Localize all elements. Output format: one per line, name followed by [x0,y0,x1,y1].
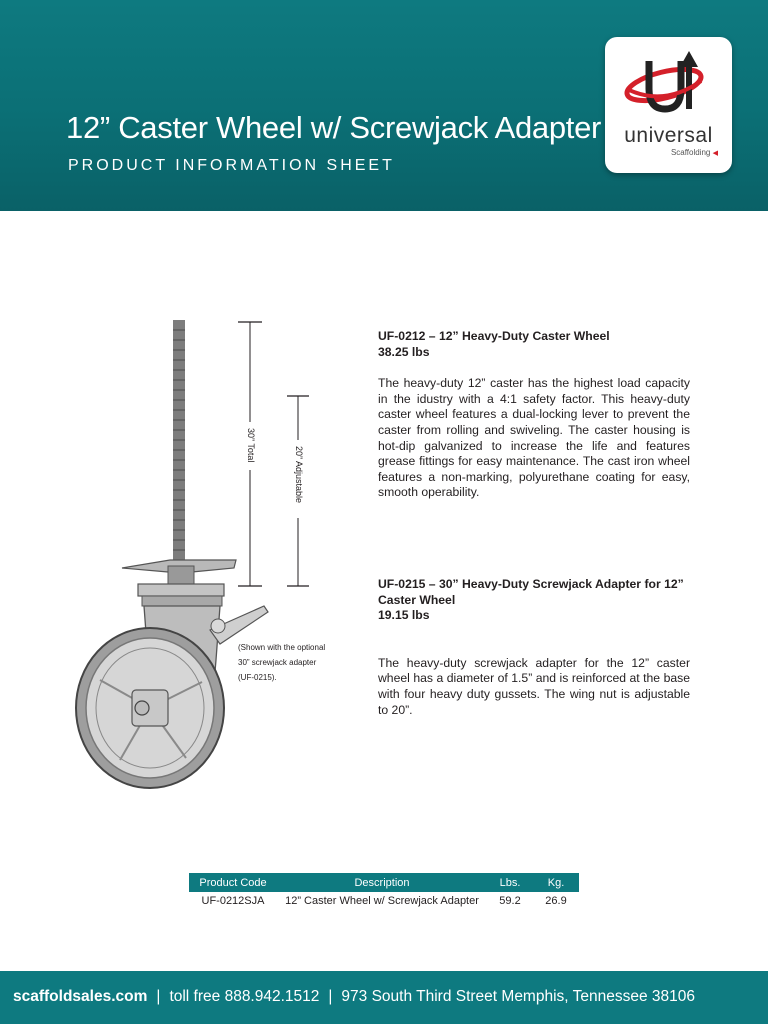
product-heading: UF-0212 – 12” Heavy-Duty Caster Wheel [378,329,610,343]
col-header-description: Description [277,873,487,892]
cell-product-code: UF-0212SJA [201,894,265,907]
cell-kg: 26.9 [545,894,567,907]
col-header-kg: Kg. [533,873,579,892]
product-table [189,873,579,909]
header-banner [0,0,768,211]
product-weight: 38.25 lbs [378,344,430,359]
footer-contact: scaffoldsales.com | toll free 888.942.1512 | 973 South Third Street Memphis, Tennessee 38106 [13,988,695,1005]
logo-mark-icon [605,37,732,127]
col-header-lbs: Lbs. [487,873,533,892]
cell-description: 12” Caster Wheel w/ Screwjack Adapter [285,894,479,907]
company-logo [605,37,732,173]
dimension-adjustable-label: 20” Adjustable [294,446,304,504]
table-row [189,892,579,909]
product-description: The heavy-duty 12” caster has the highest load capacity in the idustry with a 4:1 safety factor. This heavy-duty caster wheel features a dual-locking lever to prevent the caster from rolling and swiveling. The caster housing is hot-dip galvanized to increase the life and features grease fittings for easy maintenance. The cast iron wheel features a non-marking, polyurethane coating for easy, smooth operability. [378,376,690,500]
figure-caption: (Shown with the optional 30” screwjack adapter (UF-0215). [238,643,326,682]
footer-bar [0,971,768,1024]
page-title: 12” Caster Wheel w/ Screwjack Adapter [66,110,602,145]
dimension-total-label: 30” Total [246,428,256,463]
website-link[interactable]: scaffoldsales.com [13,988,148,1005]
street-address: 973 South Third Street Memphis, Tennessee 38106 [341,988,695,1005]
product-block-screwjack [378,577,690,718]
product-heading: UF-0215 – 30” Heavy-Duty Screwjack Adapter for 12” Caster Wheel [378,577,684,607]
logo-wordmark: universal [624,124,713,147]
page-subtitle: PRODUCT INFORMATION SHEET [68,157,395,174]
logo-tagline: Scaffolding ◀ [670,148,718,157]
product-block-caster [378,329,690,501]
product-description: The heavy-duty screwjack adapter for the 12” caster wheel has a diameter of 1.5” and is reinforced at the base with four heavy duty gussets. The wing nut is adjustable to 20”. [378,655,690,717]
table-header-row [189,873,579,892]
phone-number: toll free 888.942.1512 [169,988,320,1005]
product-illustration [60,310,360,790]
product-weight: 19.15 lbs [378,608,430,623]
cell-lbs: 59.2 [499,894,521,907]
col-header-product-code: Product Code [189,873,277,892]
dimension-lines [60,310,360,610]
